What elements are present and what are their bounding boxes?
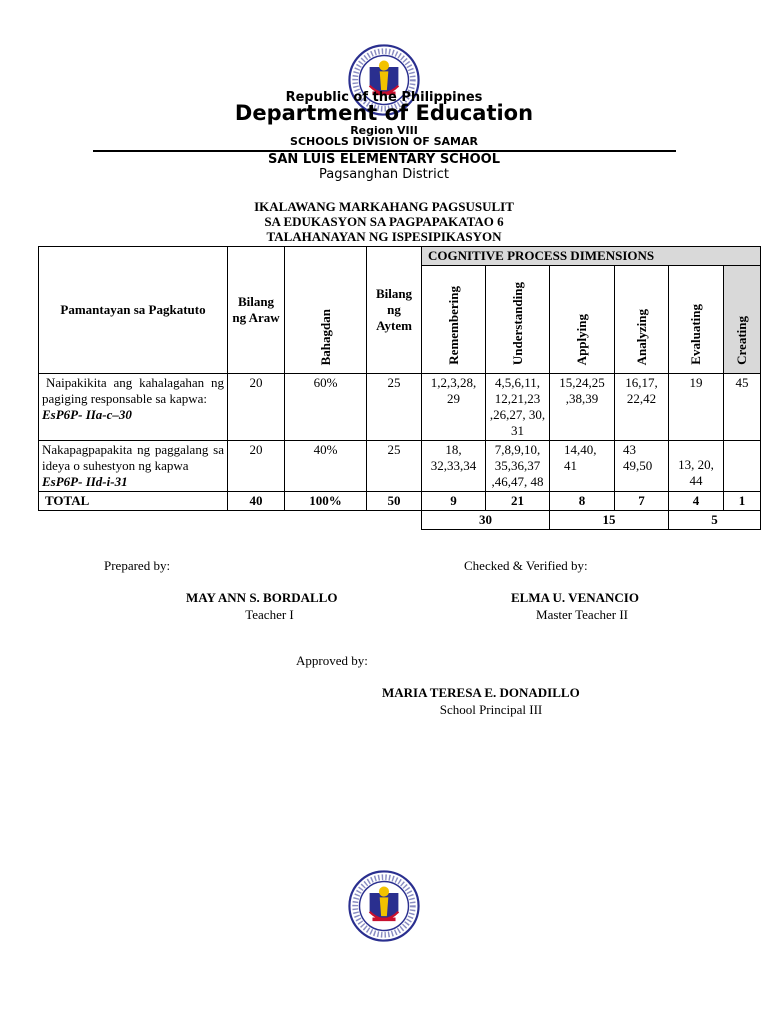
subtotal-higher-order: 5 <box>669 511 761 530</box>
analyzing-cell: 16,17, 22,42 <box>615 374 669 441</box>
evaluating-cell: 19 <box>669 374 724 441</box>
total-percent: 100% <box>285 492 367 511</box>
republic-heading: Republic of the Philippines <box>285 90 483 105</box>
analyzing-cell: 43 49,50 <box>615 441 669 492</box>
percent-cell: 60% <box>285 374 367 441</box>
header-cognitive: COGNITIVE PROCESS DIMENSIONS <box>422 247 761 266</box>
subtotal-row <box>39 511 761 530</box>
total-row <box>39 492 761 511</box>
competency-code: EsP6P- IId-i-31 <box>42 474 128 489</box>
header-competency: Pamantayan sa Pagkatuto <box>39 247 228 374</box>
understanding-cell: 7,8,9,10, 35,36,37 ,46,47, 48 <box>486 441 550 492</box>
header-percent-label: Bahagdan <box>317 308 333 365</box>
title-line-3: TALAHANAYAN NG ISPESIPIKASYON <box>266 229 502 244</box>
approved-name: MARIA TERESA E. DONADILLO <box>382 685 580 700</box>
table-header-row <box>39 247 761 266</box>
days-cell: 20 <box>228 441 285 492</box>
district-name: Pagsanghan District <box>319 167 449 182</box>
table-row <box>39 441 761 492</box>
header-analyzing-label: Analyzing <box>633 308 649 365</box>
remembering-cell: 18, 32,33,34 <box>422 441 486 492</box>
table-row <box>39 374 761 441</box>
competency-code: EsP6P- IIa-c–30 <box>42 407 132 422</box>
total-understanding: 21 <box>486 492 550 511</box>
specification-table <box>38 246 761 530</box>
region-heading: Region VIII <box>350 124 418 137</box>
prepared-title: Teacher I <box>245 607 294 622</box>
header-evaluating <box>669 266 724 374</box>
school-name: SAN LUIS ELEMENTARY SCHOOL <box>267 152 500 167</box>
approved-label: Approved by: <box>296 653 368 668</box>
creating-cell: 45 <box>724 374 761 441</box>
header-remembering-label: Remembering <box>445 286 461 365</box>
total-items: 50 <box>367 492 422 511</box>
total-days: 40 <box>228 492 285 511</box>
creating-cell <box>724 441 761 492</box>
days-cell: 20 <box>228 374 285 441</box>
header-remembering <box>422 266 486 374</box>
items-cell: 25 <box>367 441 422 492</box>
prepared-label: Prepared by: <box>104 558 171 573</box>
title-line-2: SA EDUKASYON SA PAGPAPAKATAO 6 <box>264 214 504 229</box>
checked-label: Checked & Verified by: <box>464 558 588 573</box>
competency-text: Nakapagpapakita ng paggalang sa ideya o suhestyon ng kapwa <box>42 442 224 473</box>
items-cell: 25 <box>367 374 422 441</box>
subtotal-middle-order: 15 <box>550 511 669 530</box>
department-heading: Department of Education <box>234 101 534 125</box>
header-applying-label: Applying <box>574 313 589 365</box>
deped-seal-bottom <box>348 870 420 942</box>
header-creating <box>724 266 761 374</box>
division-heading: SCHOOLS DIVISION OF SAMAR <box>290 135 478 148</box>
competency-cell <box>39 441 228 492</box>
subtotal-lower-order: 30 <box>422 511 550 530</box>
header-days: Bilang ng Araw <box>228 247 285 374</box>
deped-seal-icon <box>348 870 420 942</box>
understanding-cell: 4,5,6,11, 12,21,23 ,26,27, 30, 31 <box>486 374 550 441</box>
competency-cell <box>39 374 228 441</box>
header-analyzing <box>615 266 669 374</box>
remembering-cell: 1,2,3,28, 29 <box>422 374 486 441</box>
total-creating: 1 <box>724 492 761 511</box>
approved-title: School Principal III <box>439 702 543 717</box>
title-line-1: IKALAWANG MARKAHANG PAGSUSULIT <box>254 199 514 214</box>
header-applying <box>550 266 615 374</box>
total-label: TOTAL <box>39 492 228 511</box>
checked-name: ELMA U. VENANCIO <box>511 590 639 605</box>
total-remembering: 9 <box>422 492 486 511</box>
header-understanding <box>486 266 550 374</box>
header-understanding-label: Understanding <box>509 281 525 365</box>
subtotal-spacer <box>39 511 422 530</box>
applying-cell: 14,40, 41 <box>550 441 615 492</box>
percent-cell: 40% <box>285 441 367 492</box>
header-creating-label: Creating <box>734 316 750 365</box>
evaluating-cell: 13, 20, 44 <box>669 441 724 492</box>
header-items: Bilang ng Aytem <box>367 247 422 374</box>
competency-text: Naipakikita ang kahalagahan ng pagiging responsable sa kapwa: <box>42 375 224 406</box>
total-analyzing: 7 <box>615 492 669 511</box>
total-evaluating: 4 <box>669 492 724 511</box>
prepared-name: MAY ANN S. BORDALLO <box>186 590 338 605</box>
total-applying: 8 <box>550 492 615 511</box>
applying-cell: 15,24,25 ,38,39 <box>550 374 615 441</box>
checked-title: Master Teacher II <box>536 607 628 622</box>
header-percent <box>285 247 367 374</box>
header-evaluating-label: Evaluating <box>688 304 703 365</box>
